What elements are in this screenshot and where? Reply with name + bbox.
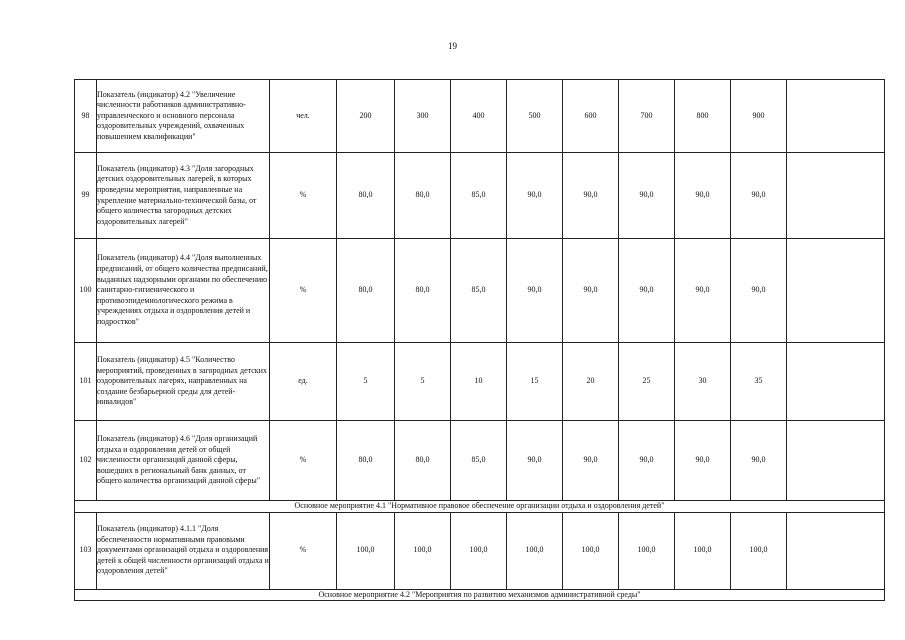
value-cell: 90,0 [675, 239, 731, 343]
indicator-name: Показатель (индикатор) 4.4 "Доля выполненных предписаний, от общего количества предписаний, выданных надзорными органами по обеспечению санитарно-гигиенического и противоэпидемиологического режима в учреждениях отдыха и оздоровления детей и подростков" [97, 239, 270, 343]
value-cell: 900 [731, 80, 787, 153]
value-cell: 600 [563, 80, 619, 153]
indicator-name: Показатель (индикатор) 4.6 "Доля организаций отдыха и оздоровления детей от общей численности организаций данной сферы, вошедших в региональный банк данных, от общего количества организаций данной сферы" [97, 421, 270, 501]
value-cell: 90,0 [619, 239, 675, 343]
table-row [75, 239, 885, 343]
value-cell: 90,0 [675, 421, 731, 501]
section-row [75, 589, 885, 601]
value-cell: 400 [451, 80, 507, 153]
value-cell: 80,0 [337, 153, 395, 239]
indicator-name: Показатель (индикатор) 4.2 "Увеличение численности работников административно-управленческого и основного персонала оздоровительных учреждений, охваченных повышением квалификации" [97, 80, 270, 153]
value-cell: 800 [675, 80, 731, 153]
value-cell: 25 [619, 343, 675, 421]
row-number: 102 [75, 421, 97, 501]
value-cell: 85,0 [451, 421, 507, 501]
value-cell: 80,0 [337, 421, 395, 501]
value-cell [787, 421, 885, 501]
row-number: 98 [75, 80, 97, 153]
table-row [75, 80, 885, 153]
value-cell: 90,0 [731, 239, 787, 343]
value-cell: 500 [507, 80, 563, 153]
row-number: 100 [75, 239, 97, 343]
table-row [75, 343, 885, 421]
value-cell [787, 239, 885, 343]
value-cell: 90,0 [619, 421, 675, 501]
value-cell: 85,0 [451, 239, 507, 343]
value-cell [787, 343, 885, 421]
unit-cell: % [270, 153, 337, 239]
row-number: 99 [75, 153, 97, 239]
value-cell: 90,0 [507, 239, 563, 343]
value-cell [787, 153, 885, 239]
value-cell: 5 [337, 343, 395, 421]
value-cell: 100,0 [731, 512, 787, 589]
value-cell: 5 [395, 343, 451, 421]
value-cell: 90,0 [563, 153, 619, 239]
value-cell: 80,0 [395, 153, 451, 239]
value-cell: 100,0 [619, 512, 675, 589]
row-number: 103 [75, 512, 97, 589]
table-body [75, 80, 885, 601]
unit-cell: чел. [270, 80, 337, 153]
indicator-name: Показатель (индикатор) 4.3 "Доля загородных детских оздоровительных лагерей, в которых проведены мероприятия, направленные на укрепление материально-технической базы, от общего количества загородных детских оздоровительных лагерей" [97, 153, 270, 239]
value-cell: 85,0 [451, 153, 507, 239]
value-cell: 90,0 [731, 153, 787, 239]
value-cell: 100,0 [451, 512, 507, 589]
value-cell: 20 [563, 343, 619, 421]
value-cell: 90,0 [619, 153, 675, 239]
value-cell: 90,0 [563, 421, 619, 501]
value-cell: 100,0 [675, 512, 731, 589]
value-cell: 30 [675, 343, 731, 421]
unit-cell: % [270, 239, 337, 343]
value-cell: 15 [507, 343, 563, 421]
value-cell [787, 80, 885, 153]
value-cell: 90,0 [507, 153, 563, 239]
section-title: Основное мероприятие 4.2 "Мероприятия по развитию механизмов административной среды" [75, 589, 885, 601]
unit-cell: % [270, 512, 337, 589]
value-cell: 90,0 [731, 421, 787, 501]
table-row [75, 153, 885, 239]
value-cell: 90,0 [563, 239, 619, 343]
indicator-name: Показатель (индикатор) 4.5 "Количество мероприятий, проведенных в загородных детских оздоровительных лагерях, направленных на создание безбарьерной среды для детей-инвалидов" [97, 343, 270, 421]
value-cell: 100,0 [563, 512, 619, 589]
value-cell: 100,0 [337, 512, 395, 589]
value-cell: 200 [337, 80, 395, 153]
value-cell: 80,0 [395, 421, 451, 501]
indicator-name: Показатель (индикатор) 4.1.1 "Доля обеспеченности нормативными правовыми документами организаций отдыха и оздоровления детей к общей численности организаций отдыха и оздоровления детей" [97, 512, 270, 589]
value-cell: 100,0 [395, 512, 451, 589]
value-cell: 10 [451, 343, 507, 421]
unit-cell: ед. [270, 343, 337, 421]
value-cell: 35 [731, 343, 787, 421]
table-row [75, 421, 885, 501]
value-cell: 90,0 [507, 421, 563, 501]
value-cell: 80,0 [337, 239, 395, 343]
section-title: Основное мероприятие 4.1 "Нормативное правовое обеспечение организации отдыха и оздоровления детей" [75, 501, 885, 513]
value-cell [787, 512, 885, 589]
row-number: 101 [75, 343, 97, 421]
section-row [75, 501, 885, 513]
value-cell: 80,0 [395, 239, 451, 343]
value-cell: 300 [395, 80, 451, 153]
value-cell: 700 [619, 80, 675, 153]
page-number: 19 [448, 41, 457, 51]
indicators-table [74, 79, 885, 601]
value-cell: 90,0 [675, 153, 731, 239]
value-cell: 100,0 [507, 512, 563, 589]
table-row [75, 512, 885, 589]
unit-cell: % [270, 421, 337, 501]
